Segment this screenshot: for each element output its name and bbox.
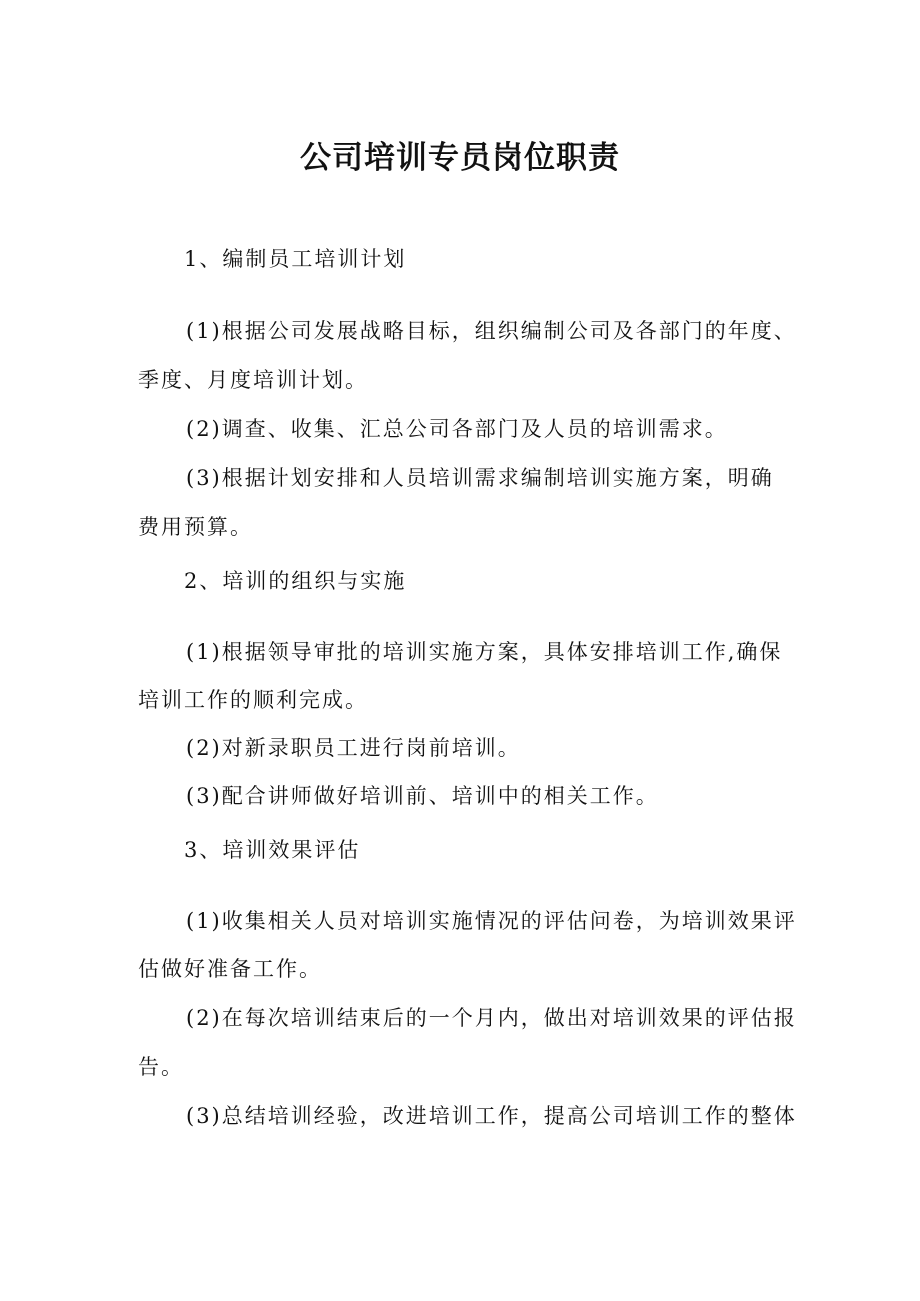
document-title: 公司培训专员岗位职责 [300, 140, 620, 176]
paragraph-line: 季度、月度培训计划。 [138, 368, 368, 392]
section-heading: 3、培训效果评估 [184, 838, 361, 862]
paragraph-line: (1)根据公司发展战略目标，组织编制公司及各部门的年度、 [186, 319, 797, 343]
paragraph-line: 告。 [138, 1055, 184, 1079]
section-heading: 1、编制员工培训计划 [184, 247, 407, 271]
paragraph-line: 估做好准备工作。 [138, 957, 322, 981]
paragraph-line: (3)根据计划安排和人员培训需求编制培训实施方案，明确 [186, 466, 774, 490]
paragraph-line: (2)调查、收集、汇总公司各部门及人员的培训需求。 [186, 417, 728, 441]
paragraph-line: (2)在每次培训结束后的一个月内，做出对培训效果的评估报 [186, 1006, 797, 1030]
paragraph-line: 培训工作的顺利完成。 [138, 688, 368, 712]
paragraph-line: 费用预算。 [138, 515, 253, 539]
paragraph-line: (1)收集相关人员对培训实施情况的评估问卷，为培训效果评 [186, 909, 797, 933]
paragraph-line: (3)配合讲师做好培训前、培训中的相关工作。 [186, 784, 659, 808]
paragraph-line: (1)根据领导审批的培训实施方案，具体安排培训工作,确保 [186, 640, 783, 664]
paragraph-line: (2)对新录职员工进行岗前培训。 [186, 736, 521, 760]
section-heading: 2、培训的组织与实施 [184, 569, 407, 593]
paragraph-line: (3)总结培训经验，改进培训工作，提高公司培训工作的整体 [186, 1104, 797, 1128]
